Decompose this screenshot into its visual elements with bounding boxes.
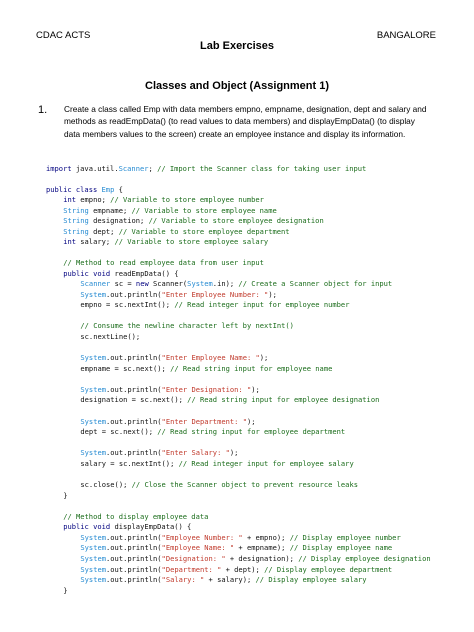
code-token: "Enter Employee Name: " [161, 353, 260, 362]
code-line [63, 269, 178, 279]
code-token: // Create a Scanner object for input [238, 279, 393, 288]
code-line [63, 227, 289, 237]
code-token: .out.println( [106, 353, 162, 362]
code-token: int [63, 195, 76, 204]
code-token: import [46, 164, 72, 173]
code-token: System [80, 290, 107, 299]
code-token: ); [251, 385, 260, 394]
code-token: Scanner( [148, 279, 188, 288]
code-token: // Display employee name [289, 543, 393, 552]
code-line [80, 575, 366, 585]
code-token: + designation); [225, 554, 299, 563]
code-token: + empname); [234, 543, 290, 552]
code-token: .out.println( [106, 417, 162, 426]
header-left: CDAC ACTS [36, 30, 91, 41]
code-line [63, 195, 264, 205]
code-token: String [63, 206, 89, 215]
code-line [80, 543, 392, 553]
code-token: java.util. [71, 164, 119, 173]
code-token: String [63, 216, 89, 225]
code-token: public void [63, 522, 111, 531]
code-line [80, 427, 345, 437]
code-token: System [80, 448, 107, 457]
code-line [80, 480, 358, 490]
code-token: // Close the Scanner object to prevent resource leaks [131, 480, 358, 489]
code-token: .out.println( [106, 290, 162, 299]
code-token: // Display employee designation [298, 554, 431, 563]
code-token: designation; [88, 216, 149, 225]
code-token: // Method to read employee data from user input [63, 258, 264, 267]
code-token: dept; [88, 227, 119, 236]
code-token: empno = sc.nextInt(); [80, 300, 175, 309]
code-line [63, 586, 67, 596]
code-token: empname; [88, 206, 132, 215]
code-token: // Variable to store employee department [118, 227, 290, 236]
code-token: ); [229, 448, 239, 457]
code-token: // Variable to store employee number [110, 195, 264, 204]
code-token: // Method to display employee data [63, 512, 209, 521]
code-token: // Display employee salary [255, 575, 367, 584]
code-line [80, 459, 353, 469]
code-token: // Display employee number [289, 533, 401, 542]
code-token: designation = sc.next(); [80, 395, 188, 404]
code-line [80, 332, 140, 342]
code-token: ); [259, 353, 269, 362]
code-token: "Employee Number: " [161, 533, 243, 542]
code-token: sc.nextLine(); [80, 332, 141, 341]
code-token: Scanner [80, 279, 111, 288]
code-line [80, 353, 268, 363]
code-token: + salary); [204, 575, 256, 584]
code-token: "Designation: " [161, 554, 226, 563]
code-token: .out.println( [106, 385, 162, 394]
code-token: // Variable to store employee name [131, 206, 277, 215]
code-line [80, 385, 259, 395]
code-line [46, 164, 366, 174]
code-token: .out.println( [106, 533, 162, 542]
code-token: .out.println( [106, 554, 162, 563]
code-token: String [63, 227, 89, 236]
code-token: + dept); [221, 565, 265, 574]
code-token: "Employee Name: " [161, 543, 235, 552]
code-token: // Read string input for employee department [157, 427, 346, 436]
code-token: ); [246, 417, 256, 426]
code-line [63, 258, 264, 268]
code-token: System [80, 385, 107, 394]
code-token: dept = sc.next(); [80, 427, 158, 436]
code-token: ); [268, 290, 277, 299]
code-token: System [80, 543, 107, 552]
code-line [80, 279, 392, 289]
code-line [80, 565, 392, 575]
code-token: // Read string input for employee designation [187, 395, 380, 404]
code-token: salary; [76, 237, 115, 246]
code-line [63, 206, 277, 216]
code-token: public class [46, 185, 98, 194]
code-line [80, 321, 294, 331]
code-token: empname = sc.next(); [80, 364, 171, 373]
code-token: // Variable to store employee designation [148, 216, 324, 225]
code-line [63, 491, 67, 501]
code-token: .out.println( [106, 448, 162, 457]
code-token: System [80, 575, 107, 584]
code-token: Scanner [118, 164, 149, 173]
code-token: { [114, 185, 123, 194]
code-token: Emp [101, 185, 115, 194]
code-line [80, 417, 255, 427]
code-token: } [63, 491, 68, 500]
code-token: // Read string input for employee name [170, 364, 333, 373]
exercise-number: 1. [38, 104, 48, 116]
code-token: // Import the Scanner class for taking user input [157, 164, 367, 173]
code-line [80, 533, 400, 543]
code-token: // Variable to store employee salary [114, 237, 269, 246]
code-line [80, 554, 430, 564]
code-line [80, 300, 349, 310]
code-token: // Consume the newline character left by nextInt() [80, 321, 294, 330]
code-token: "Enter Employee Number: " [161, 290, 269, 299]
code-line [63, 522, 191, 532]
code-token: public void [63, 269, 111, 278]
code-line [80, 448, 238, 458]
code-line [63, 237, 268, 247]
code-token: System [80, 554, 107, 563]
code-token: System [80, 417, 107, 426]
code-token: System [80, 533, 107, 542]
code-token: .out.println( [106, 543, 162, 552]
code-token: empno; [76, 195, 111, 204]
code-token: + empno); [242, 533, 290, 542]
code-token: // Read integer input for employee number [174, 300, 350, 309]
page-subtitle: Classes and Object (Assignment 1) [145, 80, 329, 92]
code-token: "Department: " [161, 565, 222, 574]
code-line [63, 216, 324, 226]
page-title: Lab Exercises [200, 40, 274, 52]
code-token: displayEmpData() { [110, 522, 192, 531]
header-right: BANGALORE [376, 30, 436, 41]
code-token: int [63, 237, 76, 246]
code-token: "Enter Designation: " [161, 385, 252, 394]
code-token: .out.println( [106, 565, 162, 574]
code-line [46, 185, 123, 195]
code-token: .in); [212, 279, 239, 288]
code-token: // Display employee department [264, 565, 393, 574]
exercise-text: Create a class called Emp with data members empno, empname, designation, dept and salary and methods as readEmpData() (to read values to data members) and displayEmpData() (to display data members values to the screen) create an employee instance and display its information. [64, 104, 427, 139]
code-token: sc = [110, 279, 136, 288]
code-token: System [80, 353, 107, 362]
code-line [80, 290, 276, 300]
code-token: salary = sc.nextInt(); [80, 459, 179, 468]
code-token: "Enter Salary: " [161, 448, 230, 457]
code-line [80, 395, 379, 405]
code-token: .out.println( [106, 575, 162, 584]
code-token: sc.close(); [80, 480, 132, 489]
code-token: "Enter Department: " [161, 417, 247, 426]
code-token: "Salary: " [161, 575, 205, 584]
code-token: } [63, 586, 68, 595]
code-line [63, 512, 208, 522]
code-token: readEmpData() { [110, 269, 179, 278]
code-token: // Read integer input for employee salary [178, 459, 354, 468]
code-token: System [80, 565, 107, 574]
code-token: new [135, 279, 149, 288]
code-line [80, 364, 332, 374]
code-token: ; [148, 164, 158, 173]
code-token: System [187, 279, 213, 288]
